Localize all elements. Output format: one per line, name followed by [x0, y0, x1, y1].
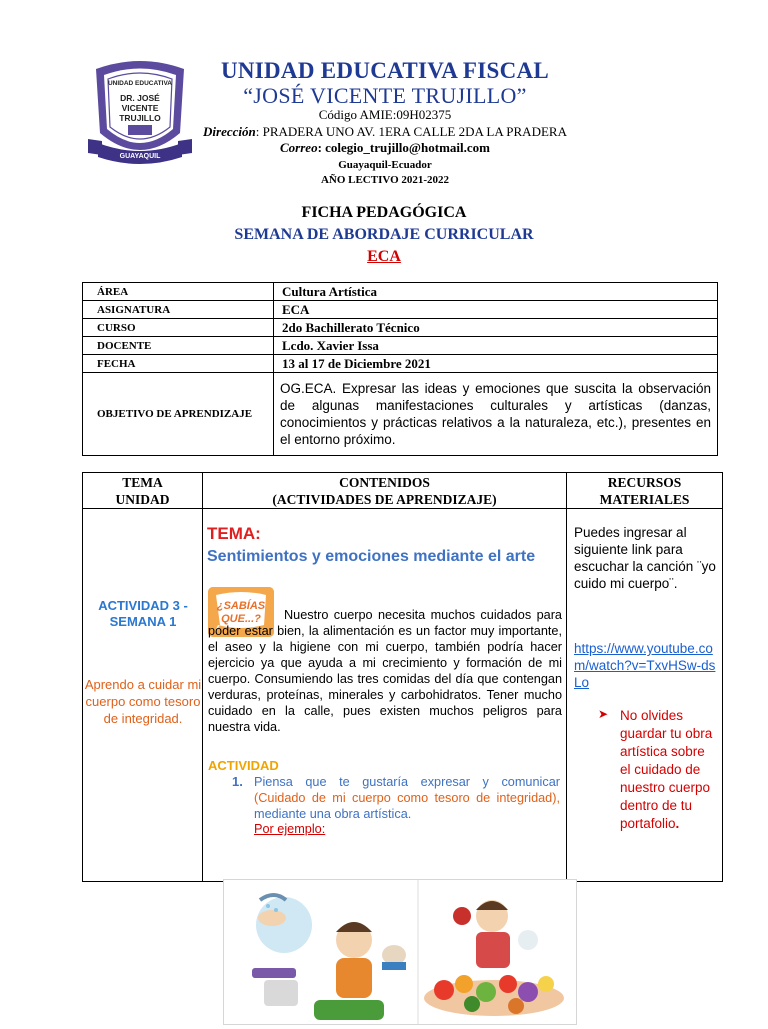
header-tema-unidad	[83, 474, 202, 508]
area-value: Cultura Artística	[274, 283, 718, 301]
header-actividades: (ACTIVIDADES DE APRENDIZAJE)	[272, 492, 497, 507]
item-number: 1.	[232, 774, 243, 789]
header-recursos-title: RECURSOS	[607, 475, 682, 490]
email	[160, 140, 610, 156]
song-link[interactable]: https://www.youtube.com/watch?v=TxvHSw-dsLo	[574, 641, 716, 690]
instruction-part-2: (Cuidado de mi cuerpo como tesoro de integridad),	[254, 791, 560, 805]
table-row	[83, 373, 718, 456]
header-contenidos	[203, 474, 566, 508]
svg-text:QUE...?: QUE...?	[221, 613, 261, 625]
actividad-label: ACTIVIDAD	[208, 758, 279, 773]
institution-name: “JOSÉ VICENTE TRUJILLO”	[243, 83, 527, 108]
course-label: CURSO	[83, 319, 274, 337]
logo-bottom-text: GUAYAQUIL	[119, 153, 161, 160]
course-value: 2do Bachillerato Técnico	[274, 319, 718, 337]
logo-name-line-3: TRUJILLO	[119, 113, 161, 123]
subject-value: ECA	[274, 301, 718, 319]
address-label: Dirección	[203, 124, 256, 139]
table-row	[83, 337, 718, 355]
area-label: ÁREA	[83, 283, 274, 301]
unit-topic: Aprendo a cuidar mi cuerpo como tesoro de integridad.	[84, 677, 202, 726]
table-row	[83, 301, 718, 319]
header-contenidos-title: CONTENIDOS	[339, 475, 430, 490]
address-value: : PRADERA UNO AV. 1ERA CALLE 2DA LA PRADERA	[255, 124, 567, 139]
activity-week: ACTIVIDAD 3 - SEMANA 1	[98, 598, 188, 629]
amie-code: Código AMIE:09H02375	[318, 107, 452, 122]
city: Guayaquil-Ecuador	[338, 159, 432, 171]
info-table	[82, 282, 718, 456]
table-row	[83, 283, 718, 301]
logo-top-text: UNIDAD EDUCATIVA	[107, 80, 173, 87]
reminder-text	[620, 707, 716, 833]
reminder-body: No olvides guardar tu obra artística sobre el cuidado de nuestro cuerpo dentro de tu portafolio	[620, 708, 713, 831]
school-year: AÑO LECTIVO 2021-2022	[320, 174, 450, 186]
resources-text: Puedes ingresar al siguiente link para escuchar la canción ¨yo cuido mi cuerpo¨.	[574, 525, 716, 591]
email-label: Correo	[280, 140, 318, 155]
svg-text:¿SABÍAS: ¿SABÍAS	[216, 600, 266, 612]
tema-label: TEMA:	[207, 524, 261, 543]
example-label: Por ejemplo:	[254, 822, 326, 836]
instruction-part-1: Piensa que te gustaría expresar y comunicar	[254, 775, 560, 789]
reminder-end: .	[675, 816, 680, 831]
email-value: : colegio_trujillo@hotmail.com	[317, 140, 490, 155]
teacher-label: DOCENTE	[83, 337, 274, 355]
header-tema: TEMA	[122, 475, 163, 490]
table-row	[83, 319, 718, 337]
date-value: 13 al 17 de Diciembre 2021	[274, 355, 718, 373]
content-paragraph: Nuestro cuerpo necesita muchos cuidados para poder estar bien, la alimentación es un factor muy importante, el aseo y la higiene con mi cuerpo, también podría hacer ejercicio ya que ayuda a mi crecimiento y formación de mi cuerpo. Consumiendo las tres comidas del día que contengan verduras, proteínas, minerales y carbohidratos. Tener mucho cuidado en la calle, pues existen muchos peligros para nuestra vida.	[208, 608, 562, 734]
teacher-value: Lcdo. Xavier Issa	[274, 337, 718, 355]
objective-value: OG.ECA. Expresar las ideas y emociones que suscita la observación de algunas manifestaciones culturales y artísticas (danzas, conocimientos y prácticas relativos a la naturaleza, etc.), presentes en el entorno próximo.	[274, 373, 718, 456]
ficha-subtitle: SEMANA DE ABORDAJE CURRICULAR	[234, 226, 534, 243]
hygiene-illustration	[252, 895, 406, 1020]
header-materiales: MATERIALES	[599, 492, 690, 507]
hygiene-and-food-illustration	[224, 880, 576, 1024]
arrow-bullet-icon: ➤	[598, 707, 609, 721]
subject-label: ASIGNATURA	[83, 301, 274, 319]
activity-instruction	[254, 774, 560, 822]
institution-type: UNIDAD EDUCATIVA FISCAL	[220, 58, 550, 83]
illustration-frame	[224, 880, 576, 1024]
address	[160, 124, 610, 140]
date-label: FECHA	[83, 355, 274, 373]
tema-title: Sentimientos y emociones mediante el arte	[207, 548, 536, 565]
ficha-subject: ECA	[367, 248, 401, 265]
ficha-title: FICHA PEDAGÓGICA	[301, 204, 467, 221]
header-unidad: UNIDAD	[115, 492, 170, 507]
instruction-part-3: mediante una obra artística.	[254, 807, 412, 821]
logo-name-line-2: VICENTE	[121, 103, 159, 113]
healthy-food-illustration	[424, 900, 564, 1016]
table-row	[83, 355, 718, 373]
logo-name-line-1: DR. JOSÉ	[120, 93, 160, 103]
header-recursos	[567, 474, 722, 508]
objective-label: OBJETIVO DE APRENDIZAJE	[83, 373, 274, 456]
